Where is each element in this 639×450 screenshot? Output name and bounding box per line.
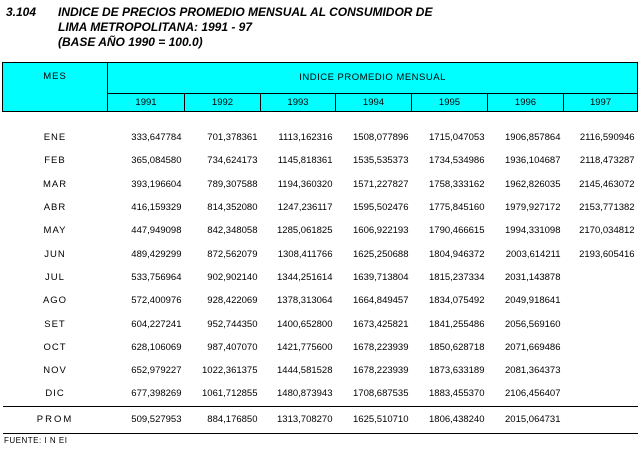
index-value: 1194,360320 <box>277 178 333 190</box>
index-value: 842,348058 <box>207 225 258 237</box>
index-value: 1673,425821 <box>353 318 409 330</box>
title-line-1: INDICE DE PRECIOS PROMEDIO MENSUAL AL CONSUMIDOR DE <box>58 5 433 19</box>
index-value: 509,527953 <box>108 406 185 433</box>
index-value: 1815,237334 <box>429 271 485 283</box>
index-value: 2031,143878 <box>505 271 561 283</box>
table-body <box>3 112 638 434</box>
index-value: 1873,633189 <box>429 365 485 377</box>
year-header: 1994 <box>336 93 412 111</box>
index-value <box>564 336 638 359</box>
index-value: 489,429299 <box>131 248 182 260</box>
index-value: 2015,064731 <box>488 406 564 433</box>
index-value: 1758,333162 <box>429 178 485 190</box>
index-value: 416,159329 <box>131 202 182 214</box>
index-value: 1145,818361 <box>277 155 333 167</box>
index-value: 1508,077896 <box>353 132 409 144</box>
index-value: 393,196604 <box>131 178 182 190</box>
index-value: 1850,628718 <box>429 341 485 353</box>
index-value: 2049,918641 <box>505 295 561 307</box>
index-value: 1639,713804 <box>353 271 409 283</box>
table-row <box>3 173 638 196</box>
month-label: PROM <box>3 406 108 433</box>
index-value: 1595,502476 <box>353 202 409 214</box>
index-value: 1400,652800 <box>277 318 333 330</box>
table-row <box>3 312 638 335</box>
index-value <box>564 289 638 312</box>
index-value: 1625,510710 <box>336 406 412 433</box>
average-row <box>3 406 638 433</box>
index-value: 902,902140 <box>207 271 258 283</box>
index-value: 1606,922193 <box>353 225 409 237</box>
price-index-table <box>2 62 638 434</box>
title-line-3: (BASE AÑO 1990 = 100.0) <box>58 35 203 49</box>
index-value: 333,647784 <box>131 132 182 144</box>
header-mes: MES <box>3 63 108 112</box>
spacer-row <box>3 112 638 127</box>
table-row <box>3 196 638 219</box>
index-value: 1344,251614 <box>277 271 333 283</box>
document-title <box>6 5 432 50</box>
year-header: 1997 <box>564 93 638 111</box>
index-value <box>564 406 638 433</box>
index-value <box>564 382 638 406</box>
index-value: 1962,826035 <box>505 178 561 190</box>
index-value: 814,352080 <box>207 202 258 214</box>
index-value: 2116,590946 <box>579 132 635 144</box>
table-row <box>3 359 638 382</box>
index-value: 952,744350 <box>207 318 258 330</box>
index-value <box>564 266 638 289</box>
index-value: 1994,331098 <box>505 225 561 237</box>
index-value: 2170,034812 <box>579 225 635 237</box>
index-value: 1061,712855 <box>202 388 258 400</box>
index-value: 1480,873943 <box>277 388 333 400</box>
month-label: MAR <box>42 178 68 190</box>
index-value: 884,176850 <box>185 406 261 433</box>
index-value: 533,756964 <box>131 271 182 283</box>
index-value: 447,949098 <box>131 225 182 237</box>
index-value: 1285,061825 <box>277 225 333 237</box>
index-value: 1841,255486 <box>429 318 485 330</box>
index-value: 652,979227 <box>131 365 182 377</box>
index-value: 2118,473287 <box>579 155 635 167</box>
month-label: OCT <box>43 341 67 353</box>
index-value: 365,084580 <box>131 155 182 167</box>
source-note: FUENTE: I N EI <box>4 436 68 445</box>
index-value: 1535,535373 <box>353 155 409 167</box>
index-value: 1247,236117 <box>277 202 333 214</box>
index-value: 1664,849457 <box>353 295 409 307</box>
index-value: 1790,466615 <box>429 225 485 237</box>
month-label: ENE <box>43 132 67 144</box>
index-value: 1308,411766 <box>277 248 333 260</box>
index-value: 1834,075492 <box>429 295 485 307</box>
index-value: 789,307588 <box>207 178 258 190</box>
index-value: 2071,669486 <box>505 341 561 353</box>
index-value: 2081,364373 <box>505 365 561 377</box>
index-value: 1678,223939 <box>353 341 409 353</box>
index-value <box>564 359 638 382</box>
index-value: 1444,581528 <box>277 365 333 377</box>
index-value: 2145,463072 <box>579 178 635 190</box>
index-value: 1571,227827 <box>353 178 409 190</box>
table-row <box>3 149 638 172</box>
month-label: NOV <box>43 365 67 377</box>
index-value: 604,227241 <box>131 318 182 330</box>
index-value: 1804,946372 <box>429 248 485 260</box>
header-index-group: INDICE PROMEDIO MENSUAL <box>108 63 638 94</box>
index-value: 677,398269 <box>131 388 182 400</box>
index-value: 628,106069 <box>131 341 182 353</box>
index-value: 928,422069 <box>207 295 258 307</box>
table-row <box>3 242 638 265</box>
month-label: FEB <box>44 155 66 167</box>
index-value: 872,562079 <box>207 248 258 260</box>
year-header: 1991 <box>108 93 185 111</box>
table-row <box>3 382 638 406</box>
index-value: 572,400976 <box>131 295 182 307</box>
month-label: ABR <box>43 202 67 214</box>
year-header: 1996 <box>488 93 564 111</box>
month-label: JUL <box>45 271 65 283</box>
index-value: 1734,534986 <box>429 155 485 167</box>
index-value: 1708,687535 <box>353 388 409 400</box>
year-header: 1992 <box>185 93 261 111</box>
index-value: 1715,047053 <box>429 132 485 144</box>
table-row <box>3 266 638 289</box>
index-value: 1883,455370 <box>429 388 485 400</box>
month-label: MAY <box>43 225 67 237</box>
table-row <box>3 336 638 359</box>
month-label: DIC <box>45 388 65 400</box>
index-value: 1378,313064 <box>277 295 333 307</box>
table-row <box>3 126 638 149</box>
table-row <box>3 219 638 242</box>
index-value: 701,378361 <box>207 132 258 144</box>
index-value: 2056,569160 <box>505 318 561 330</box>
index-value: 2003,614211 <box>505 248 561 260</box>
index-value <box>564 312 638 335</box>
index-value: 1625,250688 <box>353 248 409 260</box>
index-value: 987,407070 <box>207 341 258 353</box>
index-value: 1022,361375 <box>202 365 258 377</box>
index-value: 2106,456407 <box>505 388 561 400</box>
index-value: 734,624173 <box>207 155 258 167</box>
index-value: 1806,438240 <box>412 406 488 433</box>
table-row <box>3 289 638 312</box>
index-value: 1313,708270 <box>261 406 336 433</box>
index-value: 1936,104687 <box>505 155 561 167</box>
month-label: SET <box>44 318 66 330</box>
month-label: JUN <box>44 248 66 260</box>
month-label: AGO <box>42 295 68 307</box>
table-number: 3.104 <box>6 5 37 19</box>
index-value: 2153,771382 <box>579 202 635 214</box>
index-value: 1421,775600 <box>277 341 333 353</box>
index-value: 1775,845160 <box>429 202 485 214</box>
index-value: 2193,605416 <box>579 248 635 260</box>
year-header: 1993 <box>261 93 336 111</box>
index-value: 1113,162316 <box>278 132 333 144</box>
year-header: 1995 <box>412 93 488 111</box>
index-value: 1678,223939 <box>353 365 409 377</box>
index-value: 1979,927172 <box>505 202 561 214</box>
title-line-2: LIMA METROPOLITANA: 1991 - 97 <box>58 20 253 34</box>
index-value: 1906,857864 <box>505 132 561 144</box>
